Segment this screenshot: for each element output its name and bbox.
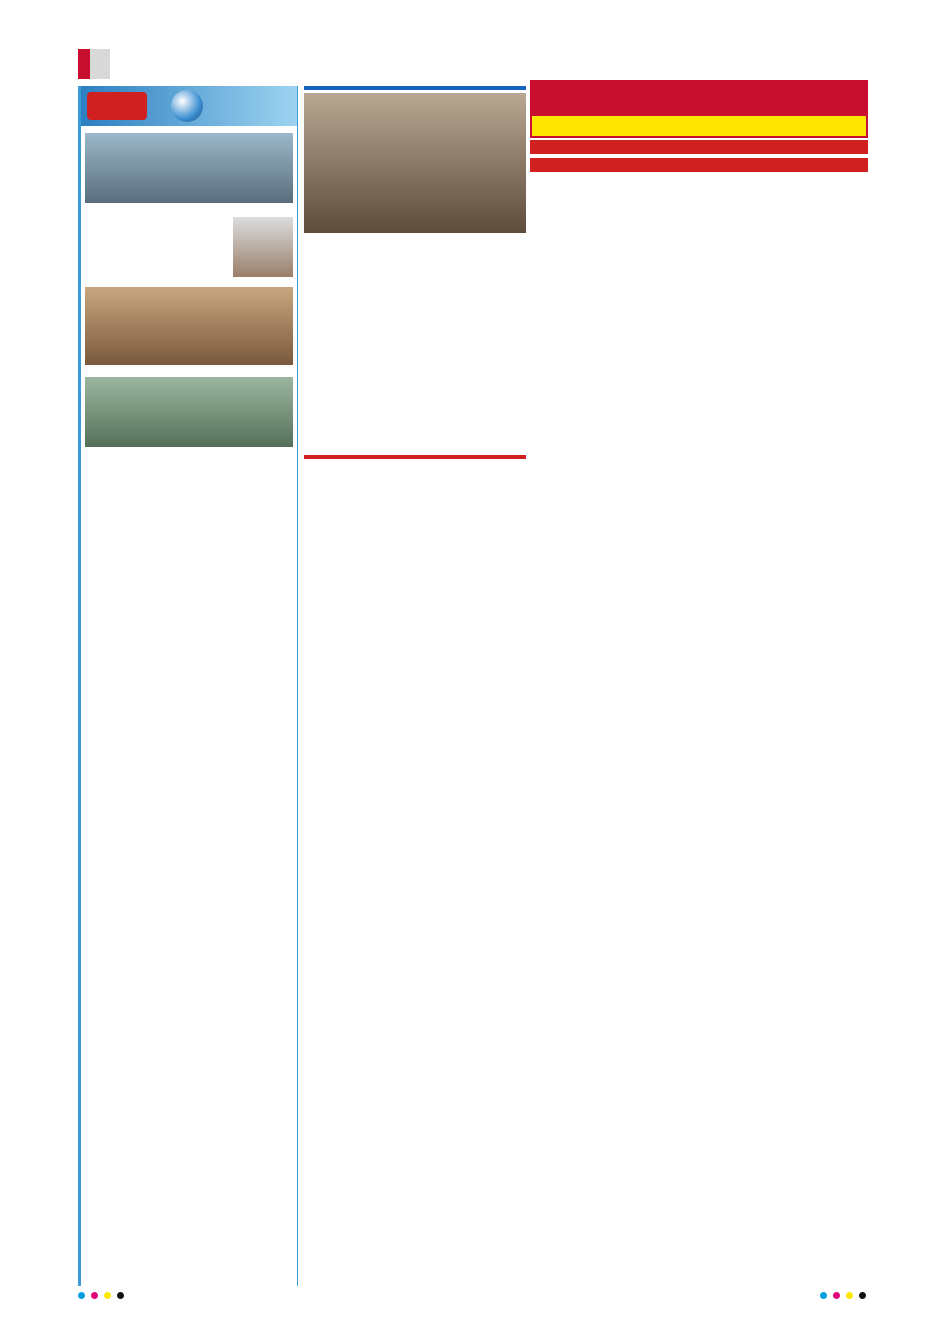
temple-visit-photo bbox=[304, 93, 526, 233]
registration-marks-left bbox=[78, 1292, 124, 1299]
news-story bbox=[81, 452, 297, 460]
summit-photo bbox=[85, 287, 293, 365]
news-story bbox=[81, 280, 297, 370]
classified-section bbox=[530, 80, 868, 1290]
soldier-photo bbox=[85, 377, 293, 447]
main-headline bbox=[304, 80, 526, 84]
rahul-photo bbox=[233, 217, 293, 277]
classified-subtitle bbox=[530, 114, 868, 138]
yellow-dot bbox=[104, 1292, 111, 1299]
sub-headline bbox=[304, 86, 526, 90]
section-title bbox=[90, 49, 110, 79]
black-dot bbox=[117, 1292, 124, 1299]
news-story bbox=[81, 208, 297, 216]
news-story bbox=[81, 370, 297, 452]
globe-icon bbox=[171, 90, 203, 122]
news-column-left bbox=[78, 86, 298, 1286]
page-tag bbox=[78, 49, 86, 79]
magenta-dot bbox=[91, 1292, 98, 1299]
cyan-dot bbox=[78, 1292, 85, 1299]
athlete-photo bbox=[85, 133, 293, 203]
page-header bbox=[78, 46, 868, 82]
commercial-bar bbox=[530, 140, 868, 154]
black-dot bbox=[859, 1292, 866, 1299]
wanted-bar bbox=[304, 455, 526, 459]
magenta-dot bbox=[833, 1292, 840, 1299]
banner-badge bbox=[87, 92, 147, 120]
classified-banner bbox=[530, 80, 868, 114]
news-column-middle bbox=[304, 80, 526, 456]
news-story bbox=[81, 126, 297, 208]
yellow-dot bbox=[846, 1292, 853, 1299]
others-bar bbox=[530, 158, 868, 172]
wanted-ads-column bbox=[304, 453, 526, 1288]
cyan-dot bbox=[820, 1292, 827, 1299]
registration-marks-right bbox=[820, 1292, 866, 1299]
desha-videsha-banner bbox=[81, 86, 297, 126]
